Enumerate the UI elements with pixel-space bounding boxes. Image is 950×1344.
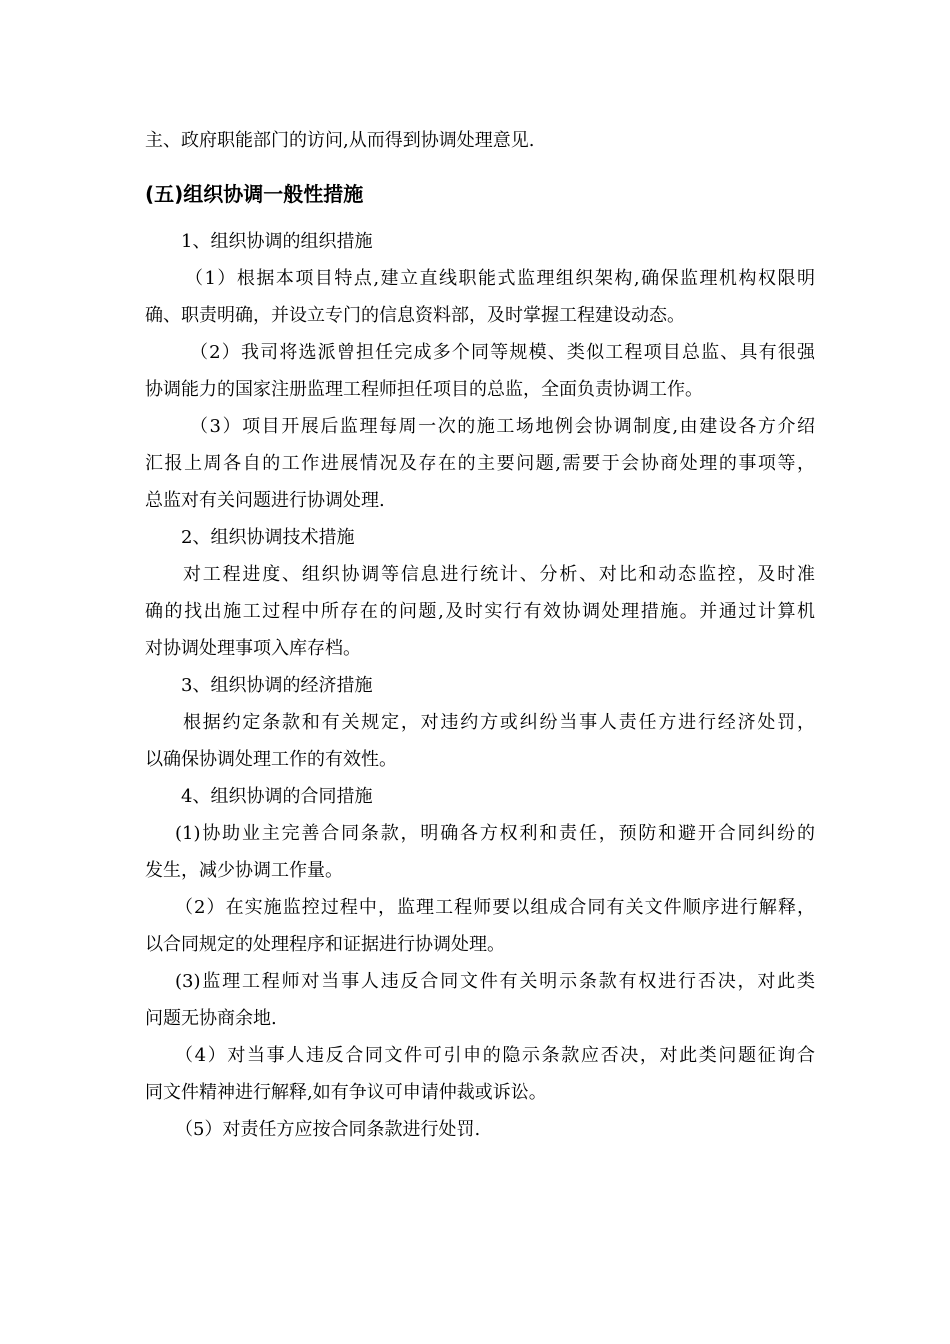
paragraph-line: （2）在实施监控过程中，监理工程师要以组成合同有关文件顺序进行解释， [175,897,815,918]
paragraph [145,667,815,704]
paragraph-line: 确的找出施工过程中所存在的问题,及时实行有效协调处理措施。并通过计算机 [145,601,815,622]
paragraph [145,778,815,815]
paragraph-line: 对协调处理事项入库存档。 [145,638,361,659]
paragraph-line: 同文件精神进行解释,如有争议可申请仲裁或诉讼。 [145,1082,547,1103]
paragraph-line: 汇报上周各自的工作进展情况及存在的主要问题,需要于会协商处理的事项等， [145,453,815,474]
subheading-economic: 3、组织协调的经济措施 [181,675,373,696]
paragraph-line: (1)协助业主完善合同条款，明确各方权利和责任，预防和避开合同纠纷的 [175,823,815,844]
paragraph [145,1037,815,1111]
paragraph [145,889,815,963]
paragraph-line: 确、职责明确，并设立专门的信息资料部，及时掌握工程建设动态。 [145,305,685,326]
paragraph-line: （4）对当事人违反合同文件可引申的隐示条款应否决，对此类问题征询合 [175,1045,815,1066]
paragraph-line: （5）对责任方应按合同条款进行处罚. [175,1119,481,1140]
paragraph [145,408,815,519]
paragraph-line: （1）根据本项目特点,建立直线职能式监理组织架构,确保监理机构权限明 [185,268,815,289]
paragraph-line: 以确保协调处理工作的有效性。 [145,749,397,770]
paragraph [145,704,815,778]
paragraph-line: （2）我司将选派曾担任完成多个同等规模、类似工程项目总监、具有很强 [190,342,815,363]
paragraph-line: 根据约定条款和有关规定，对违约方或纠纷当事人责任方进行经济处罚， [183,712,815,733]
section-heading: (五)组织协调一般性措施 [145,182,364,206]
paragraph [145,556,815,667]
paragraph-line: 总监对有关问题进行协调处理. [145,490,385,511]
paragraph-line: (3)监理工程师对当事人违反合同文件有关明示条款有权进行否决，对此类 [175,971,815,992]
paragraph [145,1111,815,1148]
paragraph [145,963,815,1037]
paragraph [145,334,815,408]
document-body [145,122,815,1148]
paragraph-line: 问题无协商余地. [145,1008,277,1029]
intro-line: 主、政府职能部门的访问,从而得到协调处理意见. [145,130,535,151]
paragraph [145,815,815,889]
paragraph-line: 对工程进度、组织协调等信息进行统计、分析、对比和动态监控，及时准 [183,564,815,585]
subheading-contract: 4、组织协调的合同措施 [181,786,373,807]
paragraph [145,223,815,260]
paragraph [145,519,815,556]
paragraph-line: 发生，减少协调工作量。 [145,860,343,881]
paragraph-line: 以合同规定的处理程序和证据进行协调处理。 [145,934,505,955]
subheading-organizational: 1、组织协调的组织措施 [181,231,373,252]
subheading-technical: 2、组织协调技术措施 [181,527,355,548]
paragraph-line: （3）项目开展后监理每周一次的施工场地例会协调制度,由建设各方介绍 [190,416,815,437]
paragraph-line: 协调能力的国家注册监理工程师担任项目的总监，全面负责协调工作。 [145,379,703,400]
paragraph [145,260,815,334]
